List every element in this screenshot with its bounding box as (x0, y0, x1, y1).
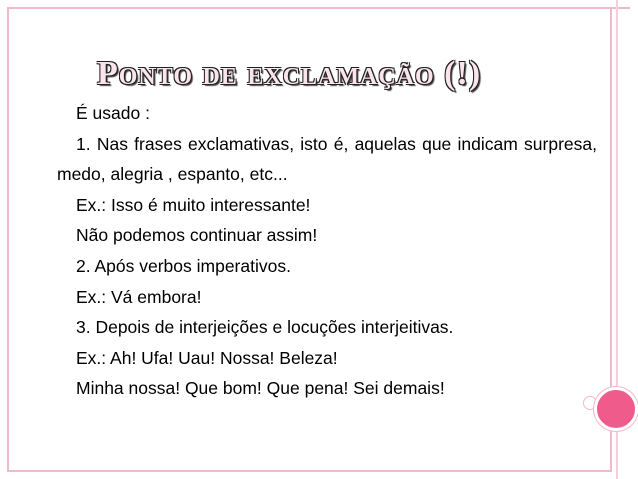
body-line: 3. Depois de interjeições e locuções interjeitivas. (76, 317, 454, 338)
body-line: Minha nossa! Que bom! Que pena! Sei demais! (76, 378, 445, 399)
frame-border-top (7, 7, 630, 9)
body-line: Não podemos continuar assim! (76, 225, 318, 246)
body-line: É usado : (76, 103, 150, 123)
body-line: Ex.: Vá embora! (76, 286, 202, 307)
frame-border-bottom (7, 470, 612, 472)
body-line: Ex.: Isso é muito interessante! (76, 194, 311, 215)
body-line: Ex.: Ah! Ufa! Uau! Nossa! Beleza! (76, 347, 338, 368)
slide-title: Ponto de exclamação (!) (97, 55, 482, 92)
body-line: 1. Nas frases exclamativas, isto é, aquelas que indicam surpresa, medo, alegria , espanto, etc... (57, 133, 597, 185)
decorative-circle-icon (594, 387, 638, 431)
slide-body (57, 98, 597, 404)
frame-border-left (7, 7, 9, 472)
body-line: 2. Após verbos imperativos. (76, 255, 291, 276)
